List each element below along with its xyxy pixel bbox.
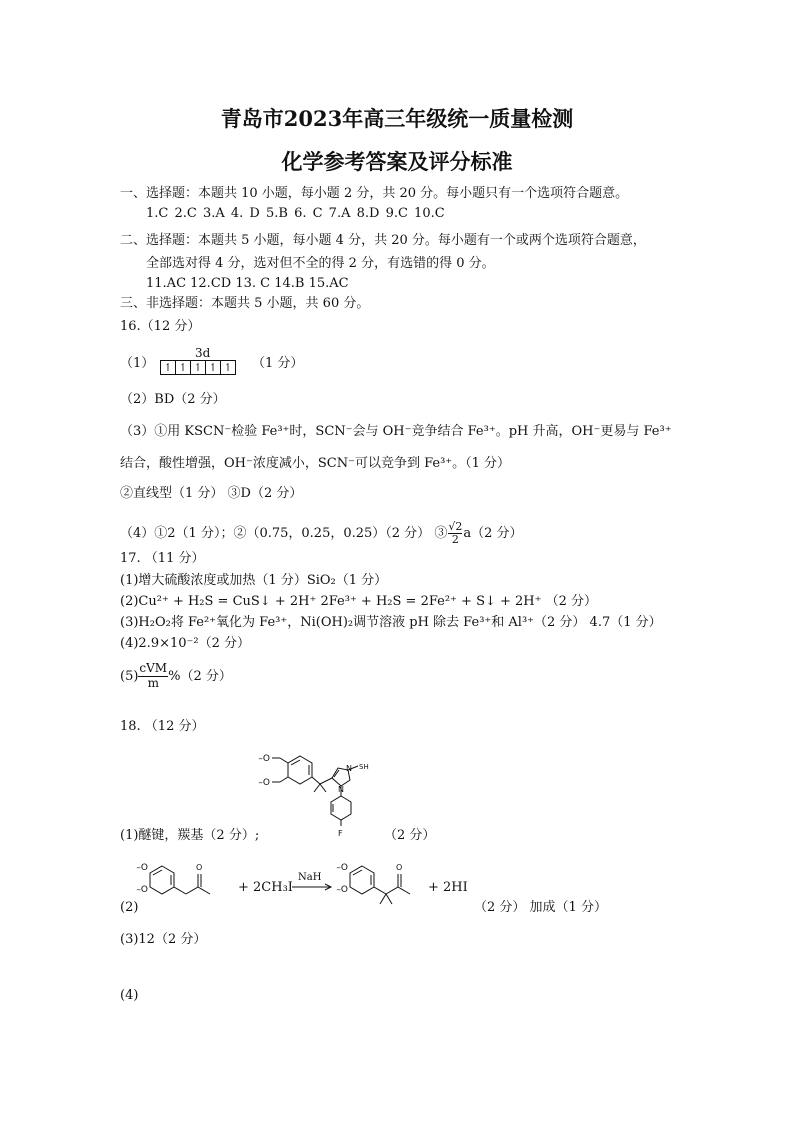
orbital-box: ↿ <box>191 361 206 374</box>
q18-part1-score: （2 分） <box>384 828 436 843</box>
reaction-byproduct: + 2HI <box>428 880 468 895</box>
svg-text:–O: –O <box>336 863 348 873</box>
q16-part4 <box>120 521 523 546</box>
q17-part4: (4)2.9×10⁻²（2 分） <box>120 636 251 651</box>
section2-rule: 全部选对得 4 分，选对但不全的得 2 分，有选错的得 0 分。 <box>146 256 495 271</box>
page-title: 青岛市2023年高三年级统一质量检测 <box>220 106 574 131</box>
imidazole-thiol-structure <box>258 744 378 844</box>
svg-text:–O: –O <box>336 885 348 895</box>
orbital-box: ↿ <box>223 361 233 374</box>
fraction-numerator: cVM <box>139 661 168 675</box>
orbital-box: ↿ <box>161 361 176 374</box>
q18-heading: 18. （12 分） <box>120 719 205 734</box>
q17-part5-number: (5) <box>120 668 139 684</box>
product-structure <box>330 852 440 910</box>
section2-heading: 二、选择题：本题共 5 小题，每小题 4 分，共 20 分。每小题有一个或两个选项符合题意， <box>120 233 646 248</box>
q16-part3-line1: （3）①用 KSCN⁻检验 Fe³⁺时，SCN⁻会与 OH⁻竞争结合 Fe³⁺。pH 升高，OH⁻更易与 Fe³⁺ <box>120 424 672 439</box>
svg-text:–O: –O <box>258 754 270 764</box>
q18-part2-number: (2) <box>120 900 139 915</box>
q16-part1-number: （1） <box>120 356 155 371</box>
q16-part4-score: a（2 分） <box>463 526 523 542</box>
atom-label: O <box>396 863 403 872</box>
q16-part4-text: （4）①2（1 分）；②（0.75，0.25，0.25）（2 分） ③ <box>120 526 448 542</box>
fraction-denominator: 2 <box>451 533 459 547</box>
svg-text:–O: –O <box>258 778 270 788</box>
q17-part5 <box>120 662 232 691</box>
section2-answers: 11.AC 12.CD 13. C 14.B 15.AC <box>146 276 349 291</box>
q16-part1-score: （1 分） <box>252 356 304 371</box>
q17-part2: (2)Cu²⁺ + H₂S = CuS↓ + 2H⁺ 2Fe³⁺ + H₂S = 2Fe²⁺ + S↓ + 2H⁺ （2 分） <box>120 594 598 609</box>
fraction-numerator: √2 <box>448 520 463 533</box>
q16-part2: （2）BD（2 分） <box>120 392 226 407</box>
cvm-over-m-fraction <box>138 662 168 691</box>
svg-text:–O: –O <box>136 863 148 873</box>
q17-part3: (3)H₂O₂将 Fe²⁺氧化为 Fe³⁺，Ni(OH)₂调节溶液 pH 除去 Fe³⁺和 Al³⁺（2 分） 4.7（1 分） <box>120 615 662 630</box>
orbital-box: ↿ <box>176 361 191 374</box>
q17-part5-score: %（2 分） <box>168 668 232 684</box>
atom-label: F <box>338 829 343 838</box>
orbital-diagram <box>160 360 236 376</box>
fraction-denominator: m <box>147 675 159 690</box>
section3-heading: 三、非选择题：本题共 5 小题，共 60 分。 <box>120 296 370 311</box>
reaction-reagent: + 2CH₃I <box>238 880 293 895</box>
q18-part1: (1)醚键，羰基（2 分）; <box>120 828 260 843</box>
atom-label: SH <box>359 763 369 771</box>
q17-part1: (1)增大硫酸浓度或加热（1 分）SiO₂（1 分） <box>120 573 388 588</box>
atom-label: N <box>346 764 352 773</box>
reactant-structure <box>136 852 224 910</box>
q18-part4: (4) <box>120 988 139 1003</box>
reaction-condition: NaH <box>298 872 322 883</box>
q18-part2-score: （2 分） 加成（1 分） <box>474 900 607 915</box>
q18-part3: (3)12（2 分） <box>120 932 207 947</box>
page-subtitle: 化学参考答案及评分标准 <box>281 149 513 174</box>
atom-label: N <box>338 785 344 794</box>
orbital-box: ↿ <box>206 361 221 374</box>
q16-part3-line2: 结合，酸性增强，OH⁻浓度减小，SCN⁻可以竞争到 Fe³⁺。（1 分） <box>120 456 511 471</box>
atom-label: O <box>196 863 203 872</box>
sqrt2-over-2-fraction <box>448 521 462 546</box>
q17-heading: 17. （11 分） <box>120 551 205 566</box>
svg-text:–O: –O <box>136 885 148 895</box>
section1-heading: 一、选择题：本题共 10 小题，每小题 2 分，共 20 分。每小题只有一个选项符合题意。 <box>120 186 629 201</box>
q16-heading: 16.（12 分） <box>120 319 201 334</box>
orbital-label: 3d <box>195 346 211 360</box>
q16-part3-line3: ②直线型（1 分） ③D（2 分） <box>120 486 303 501</box>
section1-answers: 1.C 2.C 3.A 4. D 5.B 6. C 7.A 8.D 9.C 10.C <box>146 206 445 221</box>
